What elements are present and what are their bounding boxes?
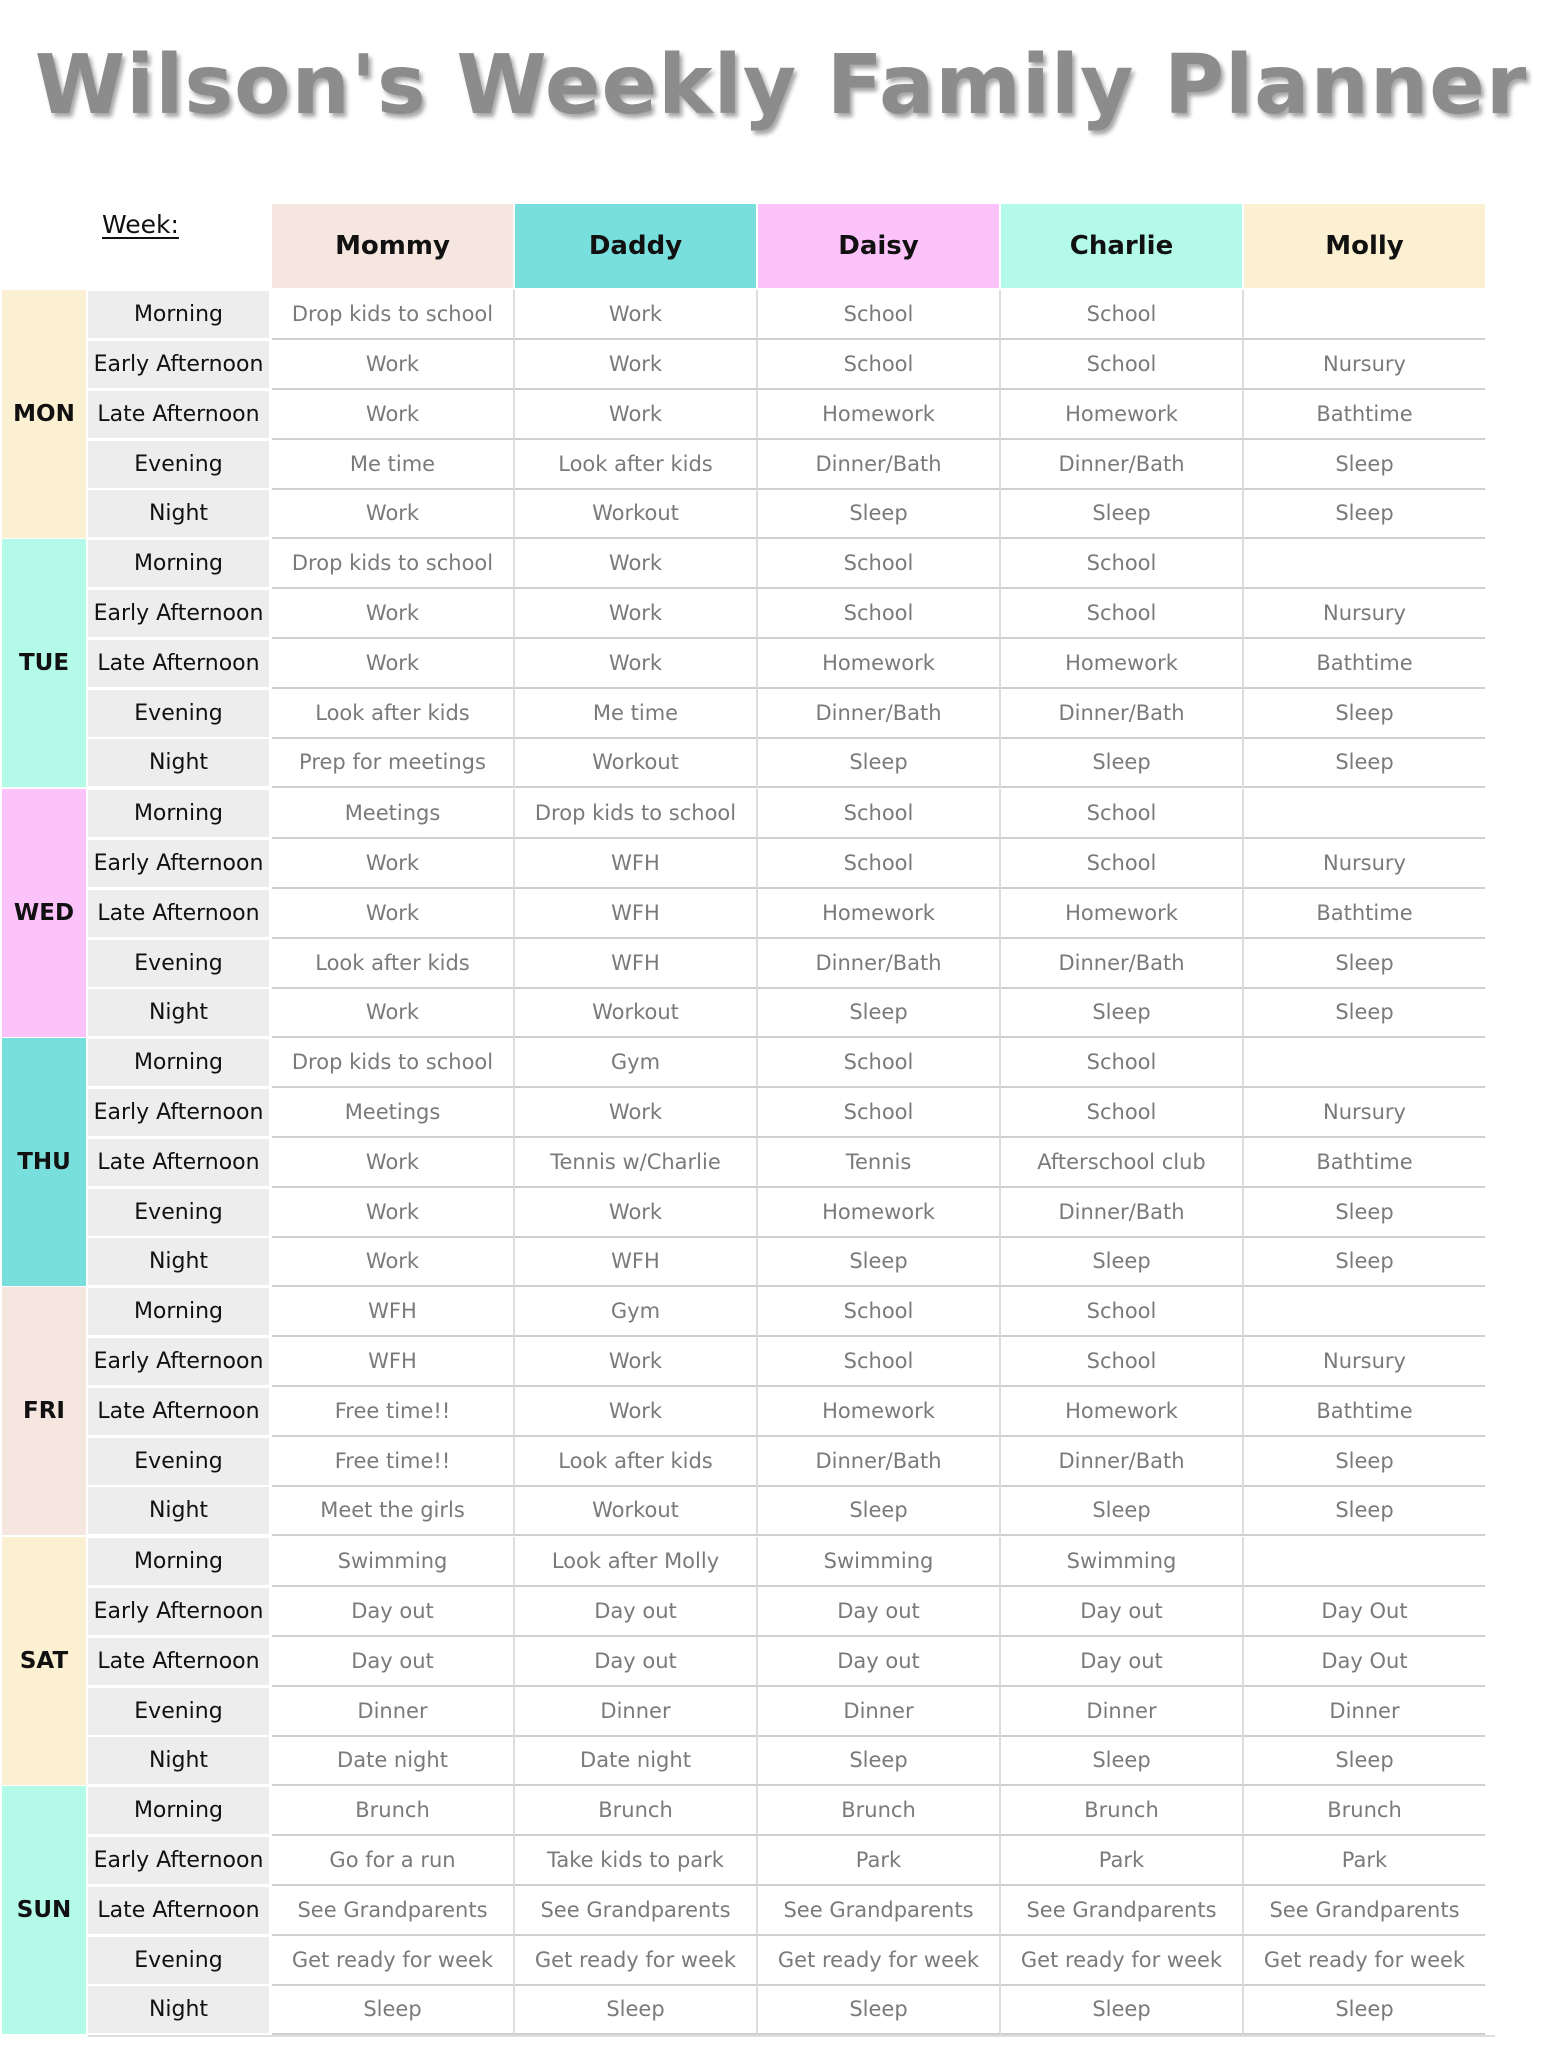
task-cell-charlie[interactable]: Get ready for week — [1001, 1936, 1244, 1986]
task-cell-daddy[interactable]: Workout — [515, 1486, 758, 1536]
task-cell-charlie[interactable]: Swimming — [1001, 1537, 1244, 1587]
time-slot-label: Late Afternoon — [88, 1388, 269, 1435]
week-label: Week: — [102, 210, 179, 239]
task-cell-daisy[interactable]: Park — [758, 1836, 1001, 1886]
task-cell-daddy[interactable]: Workout — [515, 988, 758, 1038]
task-cell-daddy[interactable]: Dinner — [515, 1687, 758, 1737]
task-cell-daisy[interactable]: School — [758, 1287, 1001, 1337]
task-cell-daddy[interactable]: Tennis w/Charlie — [515, 1138, 758, 1188]
table-row — [88, 1486, 1495, 1536]
task-cell-mommy[interactable]: Work — [272, 340, 515, 390]
day-group-tue — [0, 539, 1495, 789]
task-cell-molly[interactable]: Brunch — [1244, 1786, 1485, 1836]
task-cell-daddy[interactable]: Work — [515, 539, 758, 589]
person-header-daddy: Daddy — [515, 204, 756, 288]
task-cell-molly[interactable]: Park — [1244, 1836, 1485, 1886]
task-cell-mommy[interactable]: Go for a run — [272, 1836, 515, 1886]
task-cell-daddy[interactable]: Work — [515, 1387, 758, 1437]
task-cell-charlie[interactable]: School — [1001, 1088, 1244, 1138]
task-cell-charlie[interactable]: Homework — [1001, 1387, 1244, 1437]
task-cell-molly[interactable]: Sleep — [1244, 689, 1485, 739]
task-cell-mommy[interactable]: Meetings — [272, 1088, 515, 1138]
task-cell-daddy[interactable]: Workout — [515, 738, 758, 788]
time-slot-label: Night — [88, 1986, 269, 2033]
task-cell-charlie[interactable]: Sleep — [1001, 988, 1244, 1038]
table-row — [88, 1188, 1495, 1238]
task-cell-mommy[interactable]: Drop kids to school — [272, 1038, 515, 1088]
table-row — [88, 1736, 1495, 1786]
task-cell-mommy[interactable]: Work — [272, 1188, 515, 1238]
time-slot-label: Late Afternoon — [88, 1887, 269, 1934]
task-cell-mommy[interactable]: Work — [272, 589, 515, 639]
day-label-tue: TUE — [2, 539, 86, 787]
table-row — [88, 1287, 1495, 1337]
task-cell-daisy[interactable]: Sleep — [758, 1985, 1001, 2035]
task-cell-daisy[interactable]: Sleep — [758, 1237, 1001, 1287]
day-group-wed — [0, 789, 1495, 1039]
table-row — [88, 738, 1495, 788]
task-cell-charlie[interactable]: Day out — [1001, 1637, 1244, 1687]
day-label-sat: SAT — [2, 1537, 86, 1785]
time-slot-label: Morning — [88, 1288, 269, 1335]
task-cell-daisy[interactable]: Homework — [758, 1188, 1001, 1238]
task-cell-daddy[interactable]: Me time — [515, 689, 758, 739]
task-cell-mommy[interactable]: Date night — [272, 1736, 515, 1786]
task-cell-molly[interactable] — [1244, 789, 1485, 839]
table-row — [88, 290, 1495, 340]
task-cell-daisy[interactable]: Day out — [758, 1637, 1001, 1687]
person-header-charlie: Charlie — [1001, 204, 1242, 288]
task-cell-molly[interactable]: Bathtime — [1244, 390, 1485, 440]
time-slot-label: Evening — [88, 1438, 269, 1485]
task-cell-molly[interactable]: Nursury — [1244, 839, 1485, 889]
task-cell-molly[interactable]: Nursury — [1244, 1337, 1485, 1387]
task-cell-daddy[interactable]: Work — [515, 340, 758, 390]
task-cell-molly[interactable]: Sleep — [1244, 1237, 1485, 1287]
table-row — [88, 789, 1495, 839]
day-label-thu: THU — [2, 1038, 86, 1286]
table-row — [88, 889, 1495, 939]
day-label-sun: SUN — [2, 1786, 86, 2034]
time-slot-label: Late Afternoon — [88, 890, 269, 937]
task-cell-daddy[interactable]: Look after Molly — [515, 1537, 758, 1587]
task-cell-daddy[interactable]: WFH — [515, 939, 758, 989]
task-cell-daddy[interactable]: Day out — [515, 1587, 758, 1637]
table-row — [88, 1836, 1495, 1886]
task-cell-daisy[interactable]: Get ready for week — [758, 1936, 1001, 1986]
task-cell-daddy[interactable]: Drop kids to school — [515, 789, 758, 839]
time-slot-label: Evening — [88, 940, 269, 987]
task-cell-daddy[interactable]: Work — [515, 1337, 758, 1387]
task-cell-molly[interactable]: Sleep — [1244, 489, 1485, 539]
person-header-mommy: Mommy — [272, 204, 513, 288]
task-cell-charlie[interactable]: School — [1001, 789, 1244, 839]
table-row — [88, 1138, 1495, 1188]
task-cell-mommy[interactable]: Brunch — [272, 1786, 515, 1836]
task-cell-daisy[interactable]: Dinner — [758, 1687, 1001, 1737]
task-cell-molly[interactable]: Day Out — [1244, 1637, 1485, 1687]
task-cell-daisy[interactable]: School — [758, 1038, 1001, 1088]
day-group-fri — [0, 1287, 1495, 1537]
task-cell-charlie[interactable]: Homework — [1001, 390, 1244, 440]
task-cell-daisy[interactable]: Sleep — [758, 1736, 1001, 1786]
task-cell-charlie[interactable]: Sleep — [1001, 489, 1244, 539]
task-cell-charlie[interactable]: Brunch — [1001, 1786, 1244, 1836]
table-row — [88, 639, 1495, 689]
day-group-sun — [0, 1786, 1495, 2036]
task-cell-daisy[interactable]: School — [758, 589, 1001, 639]
task-cell-charlie[interactable]: Afterschool club — [1001, 1138, 1244, 1188]
time-slot-label: Evening — [88, 441, 269, 488]
table-row — [88, 539, 1495, 589]
day-group-mon — [0, 290, 1495, 540]
task-cell-molly[interactable] — [1244, 1287, 1485, 1337]
task-cell-daddy[interactable]: See Grandparents — [515, 1886, 758, 1936]
task-cell-daddy[interactable]: Sleep — [515, 1985, 758, 2035]
table-row — [88, 1437, 1495, 1487]
task-cell-mommy[interactable]: Get ready for week — [272, 1936, 515, 1986]
task-cell-charlie[interactable]: Day out — [1001, 1587, 1244, 1637]
task-cell-molly[interactable]: Sleep — [1244, 1736, 1485, 1786]
task-cell-molly[interactable]: Sleep — [1244, 1188, 1485, 1238]
task-cell-molly[interactable]: See Grandparents — [1244, 1886, 1485, 1936]
table-row — [88, 489, 1495, 539]
task-cell-daisy[interactable]: Sleep — [758, 489, 1001, 539]
day-group-sat — [0, 1537, 1495, 1787]
task-cell-molly[interactable]: Day Out — [1244, 1587, 1485, 1637]
table-row — [88, 689, 1495, 739]
task-cell-molly[interactable]: Sleep — [1244, 738, 1485, 788]
task-cell-daisy[interactable]: School — [758, 789, 1001, 839]
task-cell-charlie[interactable]: Sleep — [1001, 1985, 1244, 2035]
task-cell-daisy[interactable]: Homework — [758, 390, 1001, 440]
time-slot-label: Night — [88, 1238, 269, 1285]
task-cell-daddy[interactable]: Work — [515, 589, 758, 639]
task-cell-charlie[interactable]: School — [1001, 1337, 1244, 1387]
time-slot-label: Early Afternoon — [88, 1588, 269, 1635]
task-cell-mommy[interactable]: Day out — [272, 1587, 515, 1637]
task-cell-molly[interactable] — [1244, 539, 1485, 589]
task-cell-mommy[interactable]: Drop kids to school — [272, 290, 515, 340]
person-header-molly: Molly — [1244, 204, 1485, 288]
time-slot-label: Morning — [88, 790, 269, 837]
table-row — [88, 988, 1495, 1038]
task-cell-daddy[interactable]: Brunch — [515, 1786, 758, 1836]
person-header-daisy: Daisy — [758, 204, 999, 288]
time-slot-label: Morning — [88, 1039, 269, 1086]
task-cell-daddy[interactable]: Look after kids — [515, 440, 758, 490]
task-cell-mommy[interactable]: Work — [272, 839, 515, 889]
task-cell-mommy[interactable]: Free time!! — [272, 1437, 515, 1487]
task-cell-charlie[interactable]: Homework — [1001, 889, 1244, 939]
task-cell-charlie[interactable]: School — [1001, 290, 1244, 340]
table-row — [88, 1237, 1495, 1287]
task-cell-daisy[interactable]: Brunch — [758, 1786, 1001, 1836]
table-bottom-border — [88, 2035, 1495, 2037]
task-cell-charlie[interactable]: Sleep — [1001, 1237, 1244, 1287]
task-cell-daisy[interactable]: Homework — [758, 639, 1001, 689]
time-slot-label: Evening — [88, 1937, 269, 1984]
time-slot-label: Morning — [88, 1787, 269, 1834]
task-cell-daisy[interactable]: Dinner/Bath — [758, 939, 1001, 989]
table-row — [88, 1985, 1495, 2035]
task-cell-charlie[interactable]: Dinner/Bath — [1001, 1437, 1244, 1487]
table-row — [88, 1637, 1495, 1687]
task-cell-mommy[interactable]: Sleep — [272, 1985, 515, 2035]
table-row — [88, 1687, 1495, 1737]
table-row — [88, 1786, 1495, 1836]
task-cell-daisy[interactable]: Dinner/Bath — [758, 689, 1001, 739]
table-row — [88, 939, 1495, 989]
task-cell-molly[interactable]: Get ready for week — [1244, 1936, 1485, 1986]
task-cell-mommy[interactable]: See Grandparents — [272, 1886, 515, 1936]
time-slot-label: Early Afternoon — [88, 1837, 269, 1884]
task-cell-daddy[interactable]: Work — [515, 390, 758, 440]
time-slot-label: Morning — [88, 291, 269, 338]
table-row — [88, 1337, 1495, 1387]
task-cell-molly[interactable]: Dinner — [1244, 1687, 1485, 1737]
task-cell-mommy[interactable]: Meet the girls — [272, 1486, 515, 1536]
task-cell-molly[interactable]: Sleep — [1244, 988, 1485, 1038]
task-cell-charlie[interactable]: See Grandparents — [1001, 1886, 1244, 1936]
task-cell-mommy[interactable]: Meetings — [272, 789, 515, 839]
task-cell-charlie[interactable]: School — [1001, 1287, 1244, 1337]
time-slot-label: Late Afternoon — [88, 1638, 269, 1685]
table-row — [88, 1886, 1495, 1936]
task-cell-mommy[interactable]: Me time — [272, 440, 515, 490]
task-cell-mommy[interactable]: Work — [272, 988, 515, 1038]
task-cell-molly[interactable]: Bathtime — [1244, 1138, 1485, 1188]
task-cell-daddy[interactable]: Take kids to park — [515, 1836, 758, 1886]
time-slot-label: Late Afternoon — [88, 391, 269, 438]
task-cell-daddy[interactable]: Gym — [515, 1287, 758, 1337]
task-cell-daddy[interactable]: Day out — [515, 1637, 758, 1687]
task-cell-daddy[interactable]: Get ready for week — [515, 1936, 758, 1986]
table-row — [88, 1088, 1495, 1138]
task-cell-mommy[interactable]: Look after kids — [272, 689, 515, 739]
task-cell-daisy[interactable]: Tennis — [758, 1138, 1001, 1188]
time-slot-label: Night — [88, 1737, 269, 1784]
task-cell-mommy[interactable]: Prep for meetings — [272, 738, 515, 788]
table-row — [88, 390, 1495, 440]
task-cell-mommy[interactable]: Work — [272, 1138, 515, 1188]
time-slot-label: Evening — [88, 690, 269, 737]
table-row — [88, 839, 1495, 889]
time-slot-label: Night — [88, 989, 269, 1036]
table-row — [88, 1587, 1495, 1637]
day-label-fri: FRI — [2, 1287, 86, 1535]
time-slot-label: Night — [88, 1487, 269, 1534]
task-cell-molly[interactable]: Nursury — [1244, 1088, 1485, 1138]
task-cell-charlie[interactable]: School — [1001, 1038, 1244, 1088]
task-cell-molly[interactable] — [1244, 1038, 1485, 1088]
task-cell-molly[interactable]: Bathtime — [1244, 1387, 1485, 1437]
task-cell-daddy[interactable]: Date night — [515, 1736, 758, 1786]
task-cell-daddy[interactable]: Work — [515, 1088, 758, 1138]
task-cell-daisy[interactable]: School — [758, 1088, 1001, 1138]
time-slot-label: Early Afternoon — [88, 1338, 269, 1385]
task-cell-charlie[interactable]: Dinner/Bath — [1001, 440, 1244, 490]
task-cell-charlie[interactable]: Sleep — [1001, 1486, 1244, 1536]
table-row — [88, 1387, 1495, 1437]
task-cell-molly[interactable]: Bathtime — [1244, 639, 1485, 689]
task-cell-charlie[interactable]: Dinner/Bath — [1001, 1188, 1244, 1238]
task-cell-molly[interactable]: Sleep — [1244, 1486, 1485, 1536]
task-cell-mommy[interactable]: Work — [272, 1237, 515, 1287]
person-header-row — [0, 204, 1495, 288]
table-row — [88, 1537, 1495, 1587]
task-cell-charlie[interactable]: Sleep — [1001, 738, 1244, 788]
task-cell-molly[interactable]: Nursury — [1244, 340, 1485, 390]
task-cell-charlie[interactable]: School — [1001, 539, 1244, 589]
time-slot-label: Late Afternoon — [88, 1139, 269, 1186]
table-row — [88, 340, 1495, 390]
time-slot-label: Morning — [88, 1538, 269, 1585]
task-cell-daisy[interactable]: School — [758, 290, 1001, 340]
task-cell-molly[interactable]: Sleep — [1244, 939, 1485, 989]
time-slot-label: Morning — [88, 540, 269, 587]
task-cell-charlie[interactable]: Park — [1001, 1836, 1244, 1886]
task-cell-charlie[interactable]: Homework — [1001, 639, 1244, 689]
task-cell-daddy[interactable]: Workout — [515, 489, 758, 539]
time-slot-label: Night — [88, 739, 269, 786]
time-slot-label: Late Afternoon — [88, 640, 269, 687]
time-slot-label: Early Afternoon — [88, 590, 269, 637]
task-cell-mommy[interactable]: Free time!! — [272, 1387, 515, 1437]
task-cell-mommy[interactable]: Swimming — [272, 1537, 515, 1587]
task-cell-charlie[interactable]: School — [1001, 589, 1244, 639]
table-row — [88, 589, 1495, 639]
task-cell-mommy[interactable]: WFH — [272, 1287, 515, 1337]
time-slot-label: Evening — [88, 1688, 269, 1735]
task-cell-daisy[interactable]: See Grandparents — [758, 1886, 1001, 1936]
task-cell-mommy[interactable]: Look after kids — [272, 939, 515, 989]
task-cell-daisy[interactable]: Sleep — [758, 1486, 1001, 1536]
task-cell-mommy[interactable]: Dinner — [272, 1687, 515, 1737]
task-cell-charlie[interactable]: School — [1001, 839, 1244, 889]
task-cell-daddy[interactable]: Work — [515, 290, 758, 340]
task-cell-molly[interactable]: Bathtime — [1244, 889, 1485, 939]
task-cell-daddy[interactable]: WFH — [515, 839, 758, 889]
task-cell-mommy[interactable]: Work — [272, 489, 515, 539]
task-cell-daisy[interactable]: School — [758, 539, 1001, 589]
task-cell-charlie[interactable]: Sleep — [1001, 1736, 1244, 1786]
table-row — [88, 440, 1495, 490]
page-title: Wilson's Weekly Family Planner — [34, 38, 1528, 133]
day-label-wed: WED — [2, 789, 86, 1037]
task-cell-molly[interactable] — [1244, 290, 1485, 340]
task-cell-daisy[interactable]: Sleep — [758, 738, 1001, 788]
task-cell-charlie[interactable]: Dinner/Bath — [1001, 939, 1244, 989]
task-cell-charlie[interactable]: Dinner/Bath — [1001, 689, 1244, 739]
task-cell-molly[interactable]: Sleep — [1244, 1437, 1485, 1487]
time-slot-label: Early Afternoon — [88, 1089, 269, 1136]
day-label-mon: MON — [2, 290, 86, 538]
table-row — [88, 1038, 1495, 1088]
task-cell-daddy[interactable]: WFH — [515, 889, 758, 939]
task-cell-mommy[interactable]: Day out — [272, 1637, 515, 1687]
task-cell-daisy[interactable]: Swimming — [758, 1537, 1001, 1587]
task-cell-molly[interactable]: Nursury — [1244, 589, 1485, 639]
task-cell-daisy[interactable]: Sleep — [758, 988, 1001, 1038]
table-row — [88, 1936, 1495, 1986]
task-cell-daddy[interactable]: Look after kids — [515, 1437, 758, 1487]
task-cell-charlie[interactable]: School — [1001, 340, 1244, 390]
task-cell-daddy[interactable]: Gym — [515, 1038, 758, 1088]
task-cell-mommy[interactable]: Work — [272, 390, 515, 440]
task-cell-daisy[interactable]: School — [758, 1337, 1001, 1387]
time-slot-label: Evening — [88, 1189, 269, 1236]
day-group-thu — [0, 1038, 1495, 1288]
task-cell-daisy[interactable]: Dinner/Bath — [758, 440, 1001, 490]
time-slot-label: Early Afternoon — [88, 341, 269, 388]
task-cell-daddy[interactable]: Work — [515, 1188, 758, 1238]
task-cell-daisy[interactable]: School — [758, 839, 1001, 889]
task-cell-daisy[interactable]: Day out — [758, 1587, 1001, 1637]
task-cell-charlie[interactable]: Dinner — [1001, 1687, 1244, 1737]
task-cell-mommy[interactable]: Work — [272, 889, 515, 939]
task-cell-daisy[interactable]: Homework — [758, 1387, 1001, 1437]
task-cell-mommy[interactable]: WFH — [272, 1337, 515, 1387]
task-cell-molly[interactable]: Sleep — [1244, 440, 1485, 490]
task-cell-daisy[interactable]: School — [758, 340, 1001, 390]
task-cell-daddy[interactable]: Work — [515, 639, 758, 689]
task-cell-daisy[interactable]: Dinner/Bath — [758, 1437, 1001, 1487]
task-cell-mommy[interactable]: Work — [272, 639, 515, 689]
time-slot-label: Early Afternoon — [88, 840, 269, 887]
task-cell-molly[interactable] — [1244, 1537, 1485, 1587]
time-slot-label: Night — [88, 490, 269, 537]
task-cell-mommy[interactable]: Drop kids to school — [272, 539, 515, 589]
task-cell-daisy[interactable]: Homework — [758, 889, 1001, 939]
task-cell-daddy[interactable]: WFH — [515, 1237, 758, 1287]
task-cell-molly[interactable]: Sleep — [1244, 1985, 1485, 2035]
